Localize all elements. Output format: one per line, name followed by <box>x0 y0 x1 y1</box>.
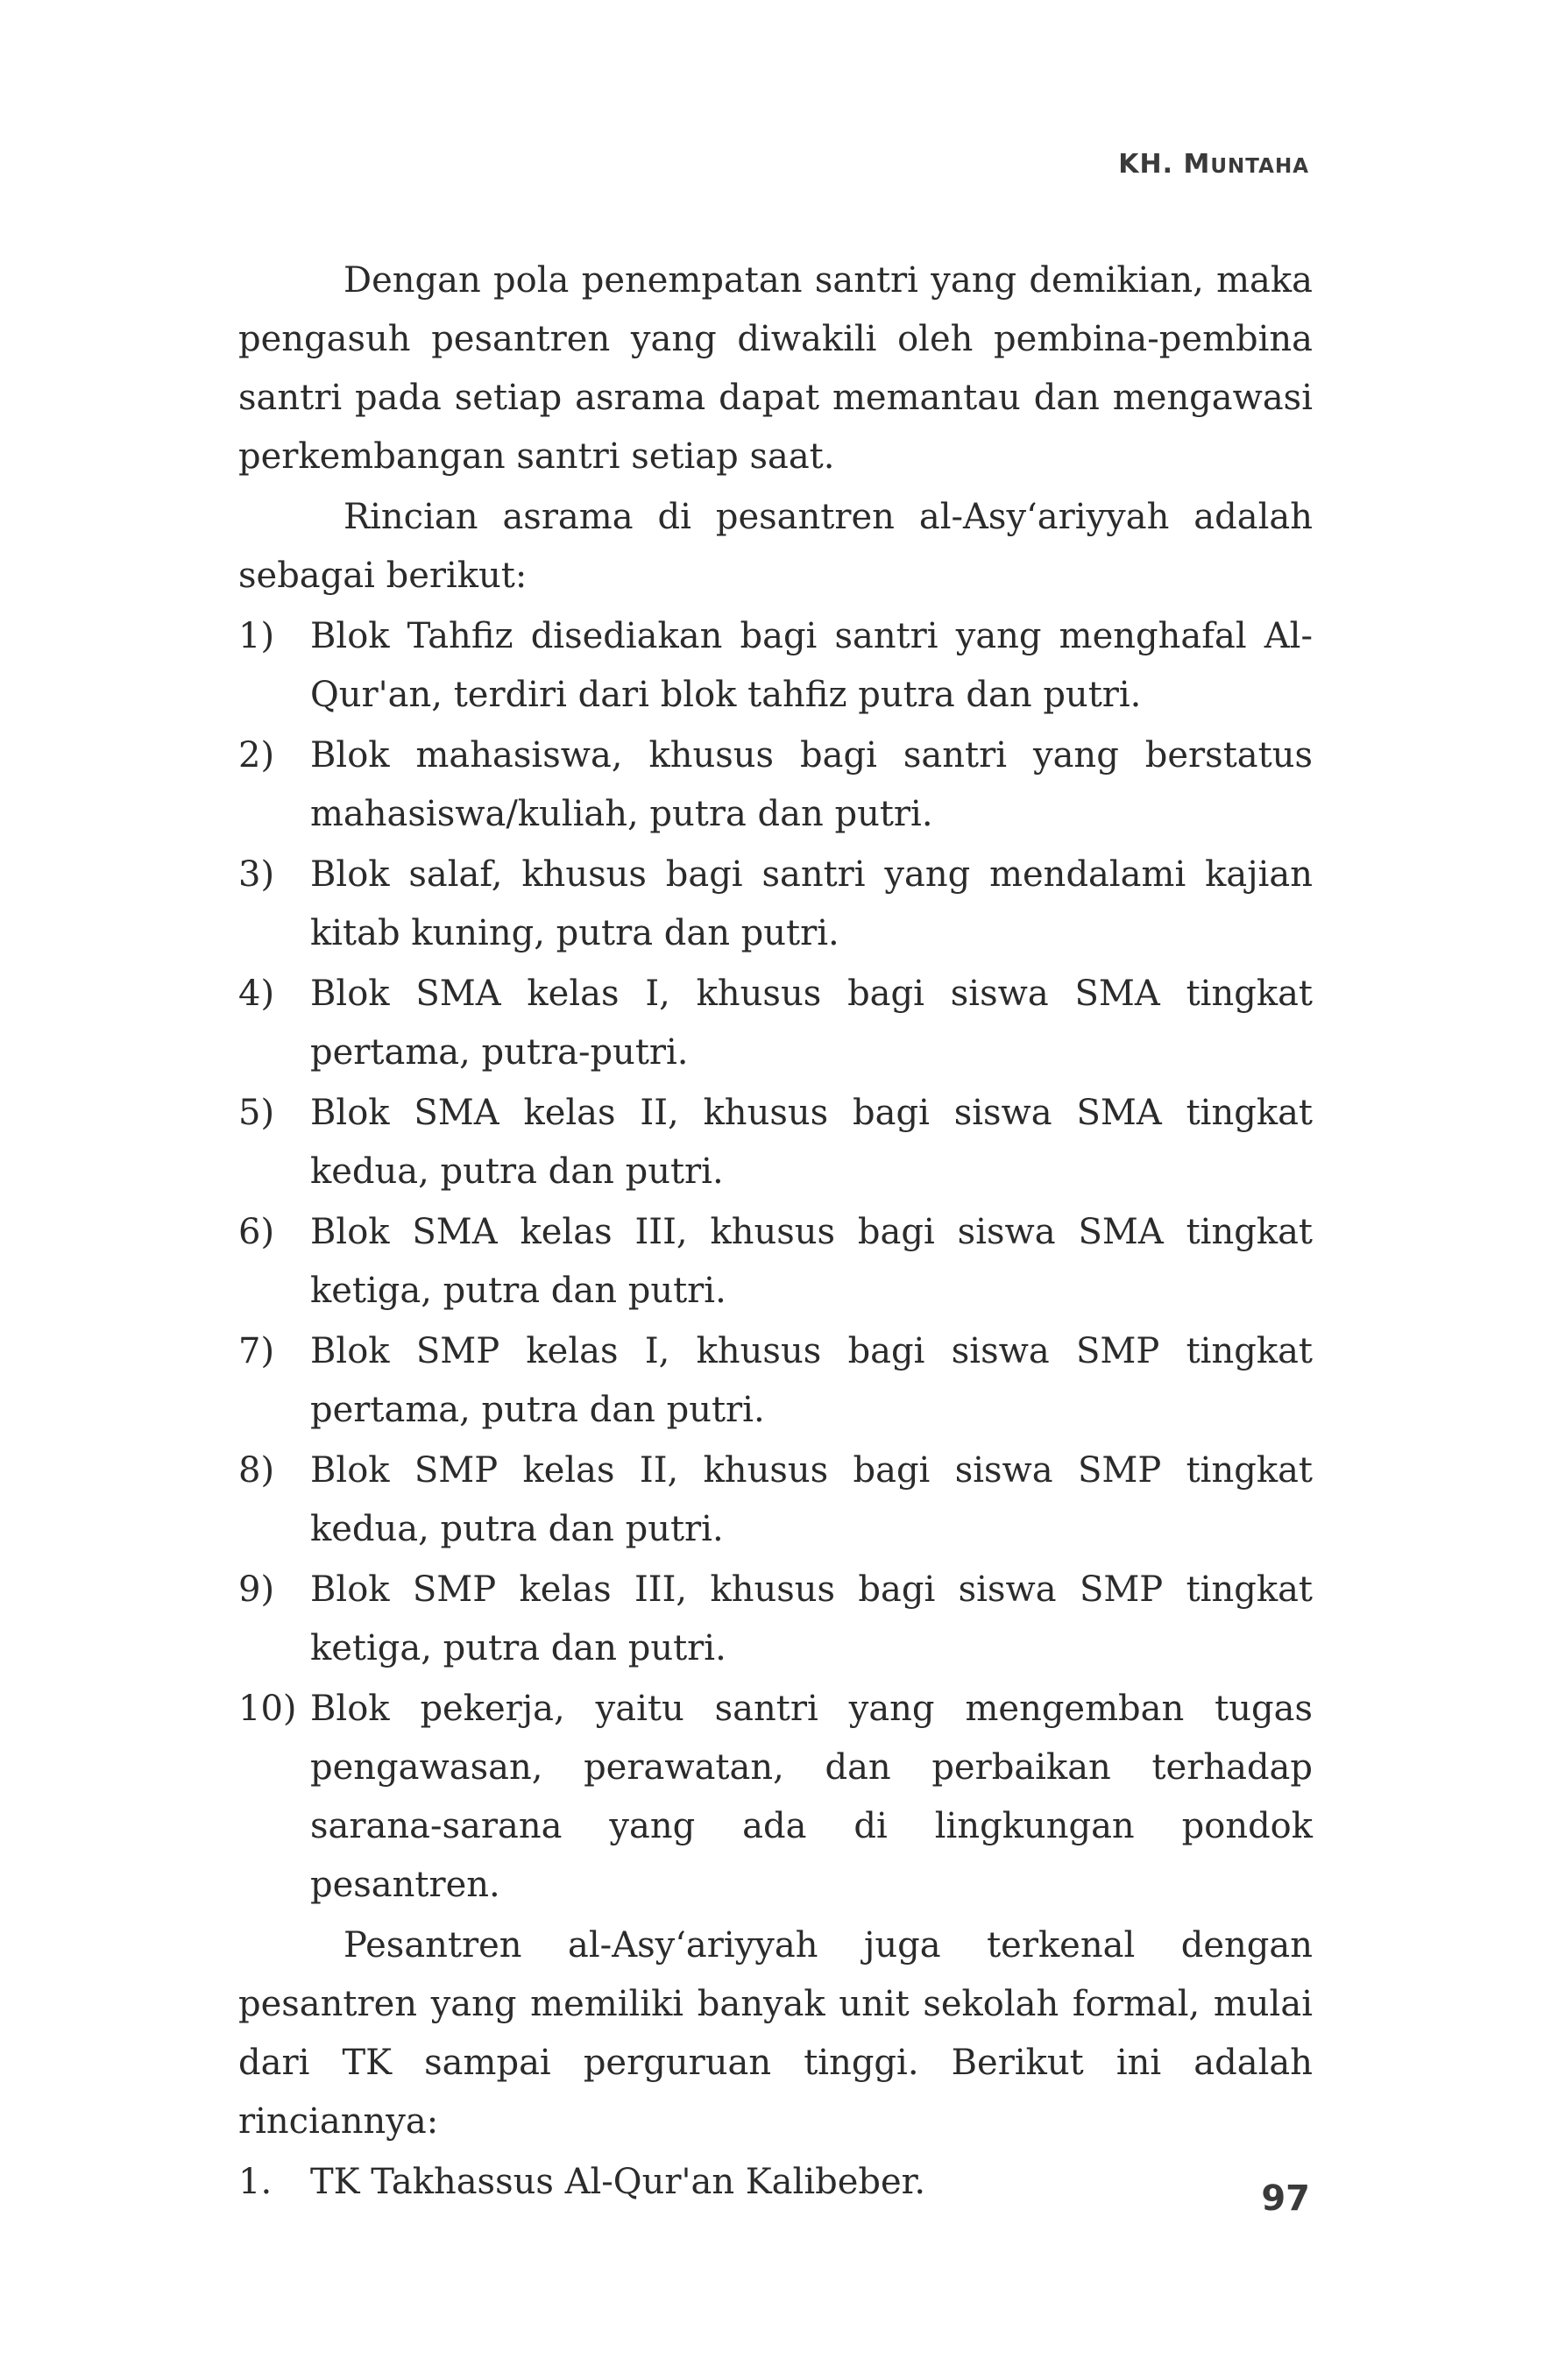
paragraph-1: Dengan pola penempatan santri yang demikian, maka pengasuh pesantren yang diwakili oleh pembina-pembina santri pada setiap asrama dapat memantau dan mengawasi perkembangan santri setiap saat. <box>238 260 1313 477</box>
list-item <box>238 1203 1313 1321</box>
list-item-text: Blok SMP kelas II, khusus bagi siswa SMP tingkat kedua, putra dan putri. <box>310 1450 1313 1549</box>
list-item-text: Blok SMA kelas III, khusus bagi siswa SMA tingkat ketiga, putra dan putri. <box>310 1212 1313 1311</box>
list-item-number: 1) <box>238 616 275 656</box>
list-item-number: 6) <box>238 1212 275 1252</box>
list-item-text: TK Takhassus Al-Qur'an Kalibeber. <box>310 2162 926 2202</box>
list-item <box>238 1441 1313 1559</box>
asrama-list <box>238 607 1313 1915</box>
list-item-number: 4) <box>238 974 275 1014</box>
list-item-number: 8) <box>238 1450 275 1491</box>
list-item-text: Blok SMA kelas I, khusus bagi siswa SMA tingkat pertama, putra-putri. <box>310 974 1313 1073</box>
paragraph-2: Rincian asrama di pesantren al-Asy‘ariyyah adalah sebagai berikut: <box>238 497 1313 596</box>
paragraph-3: Pesantren al-Asy‘ariyyah juga terkenal dengan pesantren yang memiliki banyak unit sekolah formal, mulai dari TK sampai perguruan tinggi. Berikut ini adalah rinciannya: <box>238 1925 1313 2142</box>
running-head-prefix: KH. M <box>1118 149 1211 180</box>
list-item-text: Blok salaf, khusus bagi santri yang mendalami kajian kitab kuning, putra dan putri. <box>310 854 1313 953</box>
list-item <box>238 2153 1313 2212</box>
list-item <box>238 846 1313 963</box>
list-item <box>238 726 1313 844</box>
list-item-number: 10) <box>238 1689 297 1729</box>
list-item <box>238 607 1313 725</box>
list-item-number: 1. <box>238 2162 273 2202</box>
running-head <box>1118 149 1309 180</box>
list-item-number: 7) <box>238 1331 275 1371</box>
page-number: 97 <box>1261 2178 1310 2219</box>
list-item <box>238 1322 1313 1440</box>
list-item-number: 5) <box>238 1093 275 1133</box>
list-item-text: Blok Tahfiz disediakan bagi santri yang menghafal Al-Qur'an, terdiri dari blok tahfiz putra dan putri. <box>310 616 1313 715</box>
list-item-number: 2) <box>238 735 275 776</box>
school-list <box>238 2153 1313 2212</box>
list-item-number: 3) <box>238 854 275 895</box>
list-item-text: Blok SMP kelas I, khusus bagi siswa SMP tingkat pertama, putra dan putri. <box>310 1331 1313 1430</box>
list-item-text: Blok SMA kelas II, khusus bagi siswa SMA tingkat kedua, putra dan putri. <box>310 1093 1313 1192</box>
list-item <box>238 1084 1313 1201</box>
list-item <box>238 1680 1313 1915</box>
list-item-text: Blok SMP kelas III, khusus bagi siswa SMP tingkat ketiga, putra dan putri. <box>310 1569 1313 1668</box>
list-item-text: Blok pekerja, yaitu santri yang mengemban tugas pengawasan, perawatan, dan perbaikan terhadap sarana-sarana yang ada di lingkungan pondok pesantren. <box>310 1689 1313 1905</box>
list-item <box>238 1561 1313 1678</box>
list-item-text: Blok mahasiswa, khusus bagi santri yang berstatus mahasiswa/kuliah, putra dan putri. <box>310 735 1313 834</box>
running-head-smallcaps: UNTAHA <box>1210 155 1309 178</box>
page-body <box>238 251 1313 2212</box>
list-item <box>238 965 1313 1082</box>
list-item-number: 9) <box>238 1569 275 1610</box>
